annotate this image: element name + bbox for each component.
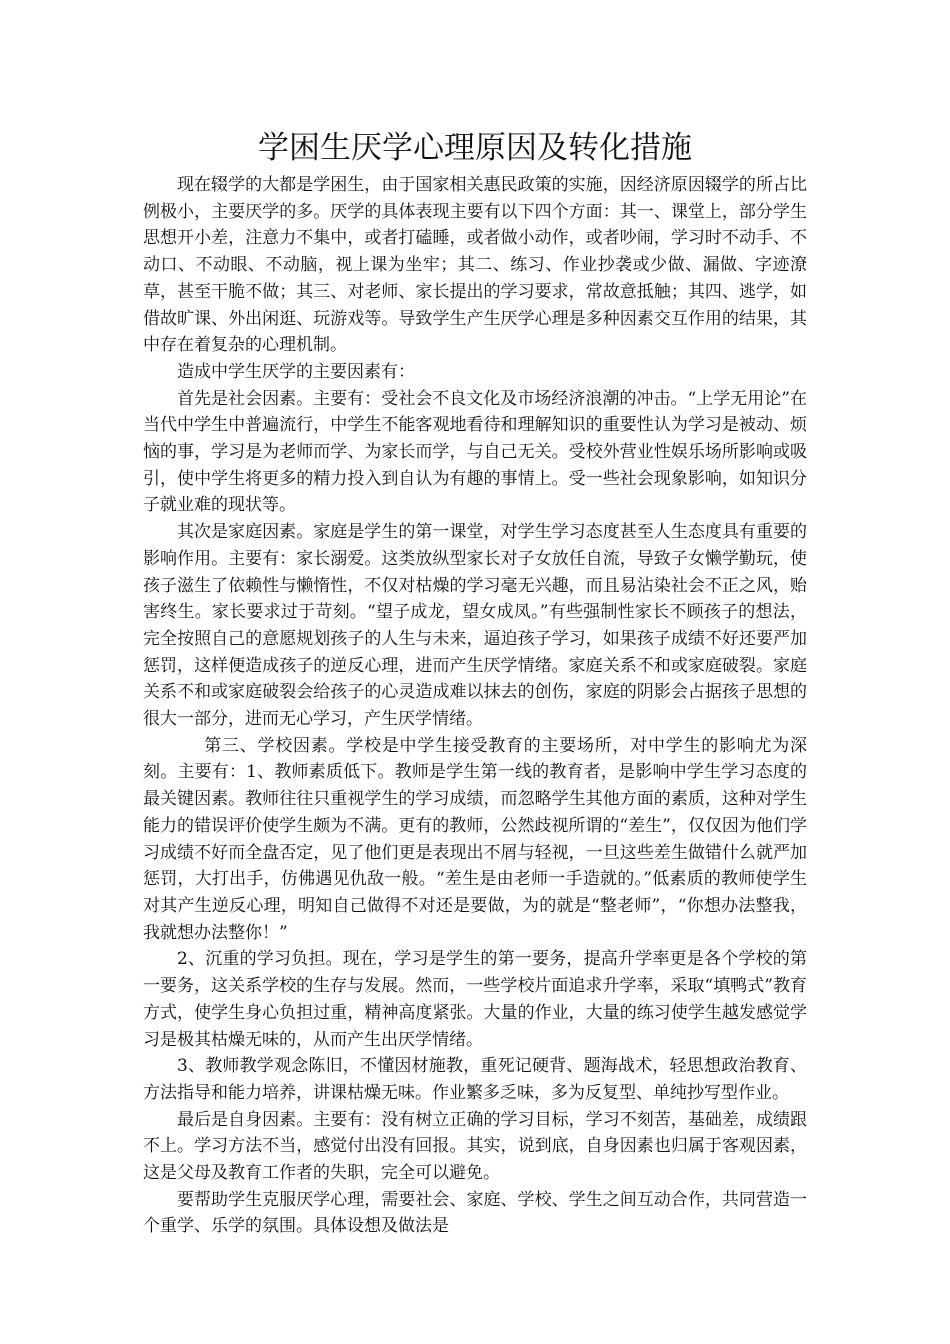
- paragraph-study-burden: 2、沉重的学习负担。现在，学习是学生的第一要务，提高升学率更是各个学校的第一要务，这关系学校的生存与发展。然而，一些学校片面追求升学率，采取“填鸭式”教育方式，使学生身心负担过重，精神高度紧张。大量的作业，大量的练习使学生越发感觉学习是极其枯燥无味的，从而产生出厌学情绪。: [143, 949, 807, 1050]
- paragraph-causes-heading: 造成中学生厌学的主要因素有：: [177, 361, 415, 382]
- paragraph-conclusion: 要帮助学生克服厌学心理，需要社会、家庭、学校、学生之间互动合作，共同营造一个重学、乐学的氛围。具体设想及做法是: [143, 1189, 807, 1237]
- paragraph-teaching-concepts: 3、教师教学观念陈旧，不懂因材施教，重死记硬背、题海战术，轻思想政治教育、方法指导和能力培养，讲课枯燥无味。作业繁多乏味，多为反复型、单纯抄写型作业。: [143, 1056, 807, 1103]
- document-title: 学困生厌学心理原因及转化措施: [258, 130, 692, 166]
- paragraph-social-factors: 首先是社会因素。主要有：受社会不良文化及市场经济浪潮的冲击。“上学无用论”在当代中学生中普遍流行，中学生不能客观地看待和理解知识的重要性认为学习是被动、烦恼的事，学习是为老师而学、为家长而学，与自己无关。受校外营业性娱乐场所影响或吸引，使中学生将更多的精力投入到自认为有趣的事情上。受一些社会现象影响，如知识分子就业难的现状等。: [143, 388, 807, 516]
- document-body: [143, 172, 807, 1240]
- paragraph-intro: 现在辍学的大都是学困生，由于国家相关惠民政策的实施，因经济原因辍学的所占比例极小，主要厌学的多。厌学的具体表现主要有以下四个方面：其一、课堂上，部分学生思想开小差，注意力不集中，或者打磕睡，或者做小动作，或者吵闹，学习时不动手、不动口、不动眼、不动脑，视上课为坐牢；其二、练习、作业抄袭或少做、漏做、字迹潦草，甚至干脆不做；其三、对老师、家长提出的学习要求，常故意抵触；其四、逃学，如借故旷课、外出闲逛、玩游戏等。导致学生产生厌学心理是多种因素交互作用的结果，其中存在着复杂的心理机制。: [143, 175, 807, 356]
- paragraph-school-factors: 第三、学校因素。学校是中学生接受教育的主要场所，对中学生的影响尤为深刻。主要有：1、教师素质低下。教师是学生第一线的教育者，是影响中学生学习态度的最关键因素。教师往往只重视学生的学习成绩，而忽略学生其他方面的素质，这种对学生能力的错误评价使学生颇为不满。更有的教师，公然歧视所谓的“差生”，仅仅因为他们学习成绩不好而全盘否定，见了他们更是表现出不屑与轻视，一旦这些差生做错什么就严加惩罚，大打出手，仿佛遇见仇敌一般。“差生是由老师一手造就的。”低素质的教师使学生对其产生逆反心理，明知自己做得不对还是要做，为的就是“整老师”，“你想办法整我，我就想办法整你！”: [143, 735, 807, 943]
- paragraph-personal-factors: 最后是自身因素。主要有：没有树立正确的学习目标，学习不刻苦，基础差，成绩跟不上。学习方法不当，感觉付出没有回报。其实，说到底，自身因素也归属于客观因素，这是父母及教育工作者的失职，完全可以避免。: [143, 1109, 807, 1184]
- paragraph-family-factors: 其次是家庭因素。家庭是学生的第一课堂，对学生学习态度甚至人生态度具有重要的影响作用。主要有：家长溺爱。这类放纵型家长对子女放任自流，导致子女懒学勤玩，使孩子滋生了依赖性与懒惰性，不仅对枯燥的学习毫无兴趣，而且易沾染社会不正之风，贻害终生。家长要求过于苛刻。“望子成龙，望女成凤。”有些强制性家长不顾孩子的想法，完全按照自己的意愿规划孩子的人生与未来，逼迫孩子学习，如果孩子成绩不好还要严加惩罚，这样便造成孩子的逆反心理，进而产生厌学情绪。家庭关系不和或家庭破裂。家庭关系不和或家庭破裂会给孩子的心灵造成难以抹去的创伤，家庭的阴影会占据孩子思想的很大一部分，进而无心学习，产生厌学情绪。: [143, 522, 807, 730]
